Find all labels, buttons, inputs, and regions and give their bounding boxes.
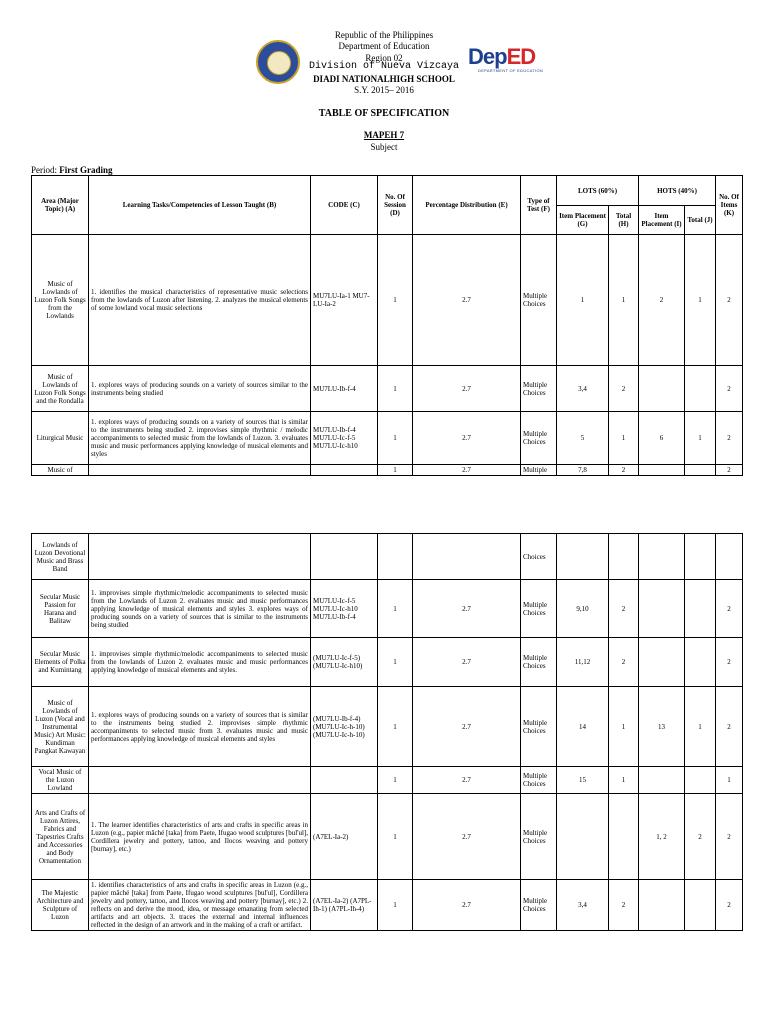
period-label: Period:	[31, 165, 57, 175]
lots-placement-cell: 15	[557, 767, 609, 794]
percentage-cell: 2.7	[413, 366, 521, 412]
code-cell: MU7LU-Ia-1 MU7- LU-Ia-2	[311, 235, 378, 366]
table-row	[32, 465, 743, 476]
lots-total-cell: 1	[609, 687, 639, 767]
code-cell: (MU7LU-Ib-f-4) (MU7LU-Ic-h-10) (MU7LU-Ic-h-10)	[311, 687, 378, 767]
tasks-cell: 1. improvises simple rhythmic/melodic accompaniments to selected music from the lowlands of Luzon 2. evaluates music and music performances applying knowledge of musical elements and styles.	[89, 638, 311, 687]
area-cell: Vocal Music of the Luzon Lowland	[32, 767, 89, 794]
code-cell	[311, 465, 378, 476]
test-type-cell: Multiple Choices	[521, 580, 557, 638]
hots-total-cell: 1	[685, 235, 716, 366]
hots-placement-cell: 2	[639, 235, 685, 366]
hots-placement-cell	[639, 366, 685, 412]
test-type-cell: Multiple Choices	[521, 794, 557, 880]
lots-total-cell: 2	[609, 465, 639, 476]
test-type-cell: Multiple Choices	[521, 235, 557, 366]
tasks-cell	[89, 534, 311, 580]
tasks-cell: 1. explores ways of producing sounds on a variety of sources that is similar to the instruments being studied 2. improvises simple rhythmic / melodic accompaniments to selected music from the lowlands of Luzon. 3. evaluates music and music performances applying knowledge of musical elements and styles	[89, 412, 311, 465]
area-cell: The Majestic Architecture and Sculpture of Luzon	[32, 880, 89, 931]
tasks-cell: 1. explores ways of producing sounds on a variety of sources that is similar to the instruments being studied 2. improvises simple rhythmic accompaniments to selected music from 3. evaluates music and music performances applying knowledge of musical elements and styles	[89, 687, 311, 767]
area-cell: Liturgical Music	[32, 412, 89, 465]
hots-total-cell: 1	[685, 412, 716, 465]
col-header-tasks: Learning Tasks/Competencies of Lesson Taught (B)	[89, 176, 311, 235]
percentage-cell	[413, 534, 521, 580]
lots-total-cell: 1	[609, 767, 639, 794]
lots-placement-cell: 11,12	[557, 638, 609, 687]
lots-placement-cell: 3,4	[557, 366, 609, 412]
sessions-cell: 1	[378, 687, 413, 767]
col-header-items: No. Of Items (K)	[716, 176, 743, 235]
hots-placement-cell	[639, 465, 685, 476]
code-cell: (MU7LU-Ic-f-5) (MU7LU-Ic-h10)	[311, 638, 378, 687]
col-header-test-type: Type of Test (F)	[521, 176, 557, 235]
area-cell: Secular Music Passion for Harana and Balitaw	[32, 580, 89, 638]
sessions-cell: 1	[378, 638, 413, 687]
items-cell: 2	[716, 580, 743, 638]
tasks-cell	[89, 767, 311, 794]
hots-placement-cell: 1, 2	[639, 794, 685, 880]
subject-value: MAPEH 7	[363, 130, 405, 140]
specification-table-page2	[31, 533, 743, 931]
test-type-cell: Choices	[521, 534, 557, 580]
items-cell: 2	[716, 880, 743, 931]
area-cell: Music of Lowlands of Luzon Folk Songs from the Lowlands	[32, 235, 89, 366]
hots-total-cell	[685, 638, 716, 687]
tasks-cell: 1. identifies characteristics of arts and crafts in specific areas in Luzon (e.g., papier mâché [taka] from Paete, Ifugao wood sculptures [bul'ul], Cordillera jewelry and pottery, tattoo, and Ilocos weaving and pottery [burnay], etc.) 2. reflects on and derive the mood, idea, or message emanating from selected artifacts and art objects. 3. traces the external and internal influences reflected in the design of an artwork and in the making of a craft or artifact.	[89, 880, 311, 931]
hots-placement-cell	[639, 767, 685, 794]
area-cell: Music of	[32, 465, 89, 476]
table-row	[32, 235, 743, 366]
lots-total-cell	[609, 794, 639, 880]
col-header-lots: LOTS (60%)	[557, 176, 639, 206]
items-cell: 2	[716, 366, 743, 412]
items-cell: 2	[716, 687, 743, 767]
percentage-cell: 2.7	[413, 412, 521, 465]
lots-placement-cell: 1	[557, 235, 609, 366]
table-row	[32, 366, 743, 412]
percentage-cell: 2.7	[413, 794, 521, 880]
code-cell	[311, 534, 378, 580]
lots-placement-cell	[557, 534, 609, 580]
division-line: Division of Nueva Vizcaya	[308, 61, 460, 72]
code-cell: (A7EL-Ia-2) (A7PL-Ih-1) (A7PL-Ih-4)	[311, 880, 378, 931]
percentage-cell: 2.7	[413, 580, 521, 638]
table-row	[32, 880, 743, 931]
table-row	[32, 687, 743, 767]
lots-total-cell: 2	[609, 580, 639, 638]
school-year: S.Y. 2015– 2016	[354, 85, 414, 95]
table-row	[32, 580, 743, 638]
items-cell: 2	[716, 465, 743, 476]
sessions-cell: 1	[378, 880, 413, 931]
col-header-area: Area (Major Topic) (A)	[32, 176, 89, 235]
hots-placement-cell	[639, 580, 685, 638]
items-cell: 2	[716, 638, 743, 687]
tasks-cell: 1. identifies the musical characteristics of representative music selections from the lowlands of Luzon after listening. 2. analyzes the musical elements of some lowland vocal music selections	[89, 235, 311, 366]
tasks-cell: 1. improvises simple rhythmic/melodic accompaniments to selected music from the Lowlands of Luzon 2. evaluates music and music performances applying knowledge of musical elements and styles 3. explores ways of producing sounds on a variety of sources that is similar to the instruments being studied	[89, 580, 311, 638]
hots-placement-cell	[639, 534, 685, 580]
sessions-cell: 1	[378, 465, 413, 476]
lots-total-cell	[609, 534, 639, 580]
lots-total-cell: 2	[609, 638, 639, 687]
test-type-cell: Multiple Choices	[521, 366, 557, 412]
lots-placement-cell	[557, 794, 609, 880]
school-name: DIADI NATIONALHIGH SCHOOL	[313, 74, 455, 84]
items-cell: 2	[716, 794, 743, 880]
test-type-cell: Multiple Choices	[521, 687, 557, 767]
table-row	[32, 638, 743, 687]
sessions-cell: 1	[378, 767, 413, 794]
tasks-cell	[89, 465, 311, 476]
code-cell: MU7LU-Ic-f-5 MU7LU-Ic-h10 MU7LU-Ib-f-4	[311, 580, 378, 638]
lots-placement-cell: 14	[557, 687, 609, 767]
tasks-cell: 1. explores ways of producing sounds on a variety of sources similar to the instruments being studied	[89, 366, 311, 412]
period-line	[31, 165, 113, 175]
area-cell: Lowlands of Luzon Devotional Music and Brass Band	[32, 534, 89, 580]
test-type-cell: Multiple Choices	[521, 767, 557, 794]
hots-total-cell	[685, 880, 716, 931]
hots-placement-cell: 13	[639, 687, 685, 767]
items-cell: 2	[716, 412, 743, 465]
col-header-percentage: Percentage Distribution (E)	[413, 176, 521, 235]
hots-total-cell	[685, 767, 716, 794]
document-title: TABLE OF SPECIFICATION	[318, 108, 450, 119]
test-type-cell: Multiple	[521, 465, 557, 476]
tasks-cell: 1. The learner identifies characteristics of arts and crafts in specific areas in Luzon (e.g., papier mâché [taka] from Paete, Ifugao wood sculptures [bul'ul], Cordillera jewelry and pottery, tattoo, and Ilocos weaving and pottery [burnay], etc.)	[89, 794, 311, 880]
subject-label: Subject	[370, 142, 398, 152]
hots-total-cell	[685, 366, 716, 412]
area-cell: Secular Music Elements of Polka and Kumintang	[32, 638, 89, 687]
col-header-code: CODE (C)	[311, 176, 378, 235]
col-header-lots-total: Total (H)	[609, 206, 639, 235]
test-type-cell: Multiple Choices	[521, 412, 557, 465]
items-cell	[716, 534, 743, 580]
percentage-cell: 2.7	[413, 767, 521, 794]
percentage-cell: 2.7	[413, 638, 521, 687]
area-cell: Music of Lowlands of Luzon Folk Songs and the Rondalla	[32, 366, 89, 412]
test-type-cell: Multiple Choices	[521, 638, 557, 687]
sessions-cell	[378, 534, 413, 580]
code-cell: (A7EL-Ia-2)	[311, 794, 378, 880]
region-line: Region 02	[365, 53, 403, 63]
sessions-cell: 1	[378, 580, 413, 638]
col-header-lots-placement: Item Placement (G)	[557, 206, 609, 235]
lots-total-cell: 1	[609, 412, 639, 465]
department-line: Department of Education	[338, 41, 430, 51]
percentage-cell: 2.7	[413, 687, 521, 767]
lots-total-cell: 1	[609, 235, 639, 366]
percentage-cell: 2.7	[413, 465, 521, 476]
republic-line: Republic of the Philippines	[334, 30, 434, 40]
hots-total-cell	[685, 580, 716, 638]
lots-total-cell: 2	[609, 366, 639, 412]
hots-placement-cell	[639, 880, 685, 931]
table-row	[32, 794, 743, 880]
lots-placement-cell: 7,8	[557, 465, 609, 476]
specification-table-page1	[31, 175, 743, 476]
col-header-sessions: No. Of Session (D)	[378, 176, 413, 235]
col-header-hots-placement: Item Placement (I)	[639, 206, 685, 235]
area-cell: Music of Lowlands of Luzon (Vocal and Instrumental Music) Art Music: Kundiman Pangkat Kawayan	[32, 687, 89, 767]
deped-logo-subtext: DEPARTMENT OF EDUCATION	[478, 68, 544, 73]
table-row	[32, 534, 743, 580]
percentage-cell: 2.7	[413, 235, 521, 366]
hots-total-cell: 2	[685, 794, 716, 880]
hots-total-cell	[685, 465, 716, 476]
sessions-cell: 1	[378, 412, 413, 465]
items-cell: 2	[716, 235, 743, 366]
lots-total-cell: 2	[609, 880, 639, 931]
lots-placement-cell: 5	[557, 412, 609, 465]
sessions-cell: 1	[378, 794, 413, 880]
percentage-cell: 2.7	[413, 880, 521, 931]
items-cell: 1	[716, 767, 743, 794]
hots-total-cell	[685, 534, 716, 580]
code-cell	[311, 767, 378, 794]
deped-logo: DepED	[468, 44, 536, 69]
period-value: First Grading	[59, 165, 113, 175]
col-header-hots-total: Total (J)	[685, 206, 716, 235]
area-cell: Arts and Crafts of Luzon Attires, Fabrics and Tapestries Crafts and Accessories and Body Ornamentation	[32, 794, 89, 880]
code-cell: MU7LU-Ib-f-4	[311, 366, 378, 412]
table-row	[32, 767, 743, 794]
sessions-cell: 1	[378, 235, 413, 366]
hots-placement-cell: 6	[639, 412, 685, 465]
hots-total-cell: 1	[685, 687, 716, 767]
hots-placement-cell	[639, 638, 685, 687]
col-header-hots: HOTS (40%)	[639, 176, 716, 206]
test-type-cell: Multiple Choices	[521, 880, 557, 931]
table-row	[32, 412, 743, 465]
lots-placement-cell: 3,4	[557, 880, 609, 931]
sessions-cell: 1	[378, 366, 413, 412]
lots-placement-cell: 9,10	[557, 580, 609, 638]
code-cell: MU7LU-Ib-f-4 MU7LU-Ic-f-5 MU7LU-Ic-h10	[311, 412, 378, 465]
